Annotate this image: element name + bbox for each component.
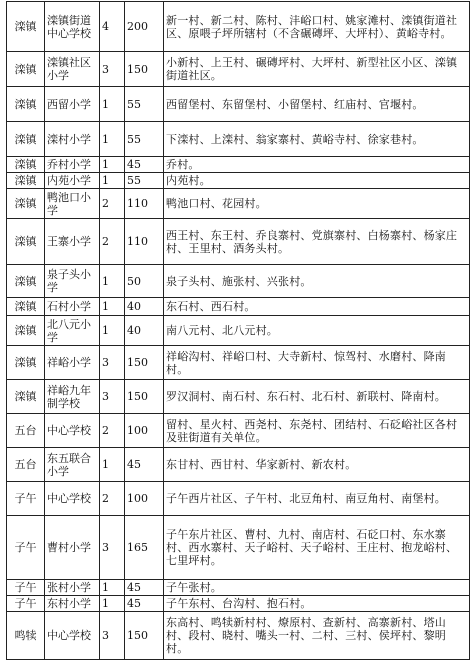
school-cell: 西留小学	[45, 87, 100, 122]
table-row	[7, 612, 470, 660]
area-cell: 内苑村。	[164, 173, 470, 189]
enrollment-table-wrap	[6, 1, 469, 660]
school-cell: 中心学校	[45, 612, 100, 660]
enrollment-cell: 150	[125, 346, 164, 380]
enrollment-cell: 110	[125, 219, 164, 265]
classes-cell: 3	[100, 380, 125, 414]
town-cell: 滦镇	[7, 173, 45, 189]
table-row	[7, 346, 470, 380]
enrollment-cell: 45	[125, 157, 164, 173]
town-cell: 五台	[7, 448, 45, 482]
area-cell: 子午东片社区、曹村、九村、南店村、石砭口村、东水寨村、西水寨村、天子峪村、天子峪村、王庄村、抱龙峪村、七里坪村。	[164, 516, 470, 580]
enrollment-cell: 150	[125, 380, 164, 414]
school-cell: 祥峪小学	[45, 346, 100, 380]
town-cell: 滦镇	[7, 265, 45, 298]
classes-cell: 3	[100, 346, 125, 380]
enrollment-cell: 100	[125, 414, 164, 448]
enrollment-cell: 150	[125, 52, 164, 87]
classes-cell: 3	[100, 52, 125, 87]
town-cell: 鸣犊	[7, 612, 45, 660]
school-cell: 滦镇街道中心学校	[45, 2, 100, 52]
table-row	[7, 87, 470, 122]
school-cell: 中心学校	[45, 482, 100, 516]
school-cell: 张村小学	[45, 580, 100, 596]
table-row	[7, 2, 470, 52]
table-row	[7, 516, 470, 580]
school-cell: 东五联合小学	[45, 448, 100, 482]
school-cell: 王寨小学	[45, 219, 100, 265]
table-row	[7, 52, 470, 87]
town-cell: 子午	[7, 580, 45, 596]
classes-cell: 2	[100, 414, 125, 448]
table-row	[7, 414, 470, 448]
enrollment-cell: 55	[125, 173, 164, 189]
classes-cell: 2	[100, 189, 125, 219]
classes-cell: 2	[100, 219, 125, 265]
town-cell: 滦镇	[7, 122, 45, 157]
enrollment-cell: 165	[125, 516, 164, 580]
enrollment-cell: 200	[125, 2, 164, 52]
enrollment-cell: 45	[125, 448, 164, 482]
enrollment-cell: 150	[125, 612, 164, 660]
table-row	[7, 580, 470, 596]
town-cell: 滦镇	[7, 380, 45, 414]
table-row	[7, 122, 470, 157]
area-cell: 子午东村、台沟村、抱石村。	[164, 596, 470, 612]
area-cell: 泉子头村、施张村、兴张村。	[164, 265, 470, 298]
classes-cell: 1	[100, 596, 125, 612]
town-cell: 滦镇	[7, 157, 45, 173]
enrollment-cell: 40	[125, 298, 164, 316]
classes-cell: 1	[100, 157, 125, 173]
area-cell: 鸭池口村、花园村。	[164, 189, 470, 219]
table-row	[7, 189, 470, 219]
area-cell: 下滦村、上滦村、翁家寨村、黄峪寺村、徐家巷村。	[164, 122, 470, 157]
enrollment-cell: 110	[125, 189, 164, 219]
area-cell: 子午西片社区、子午村、北豆角村、南豆角村、南堡村。	[164, 482, 470, 516]
classes-cell: 1	[100, 265, 125, 298]
classes-cell: 1	[100, 87, 125, 122]
table-row	[7, 316, 470, 346]
town-cell: 五台	[7, 414, 45, 448]
enrollment-cell: 45	[125, 596, 164, 612]
area-cell: 东高村、鸣犊新村村、燎原村、查新村、高寨新村、塔山村、段村、晓村、嘴头一村、二村、三村、侯坪村、黎明村。	[164, 612, 470, 660]
table-row	[7, 448, 470, 482]
enrollment-table	[6, 1, 470, 660]
school-cell: 祥峪九年制学校	[45, 380, 100, 414]
school-cell: 内苑小学	[45, 173, 100, 189]
school-cell: 泉子头小学	[45, 265, 100, 298]
enrollment-cell: 45	[125, 580, 164, 596]
area-cell: 小新村、上王村、碾磚坪村、大坪村、新型社区小区、滦镇街道社区。	[164, 52, 470, 87]
area-cell: 祥峪沟村、祥峪口村、大寺新村、惊驾村、水磨村、降南村。	[164, 346, 470, 380]
school-cell: 滦镇社区小学	[45, 52, 100, 87]
area-cell: 东石村、西石村。	[164, 298, 470, 316]
town-cell: 滦镇	[7, 219, 45, 265]
school-cell: 东村小学	[45, 596, 100, 612]
classes-cell: 1	[100, 298, 125, 316]
area-cell: 乔村。	[164, 157, 470, 173]
enrollment-cell: 55	[125, 87, 164, 122]
town-cell: 滦镇	[7, 52, 45, 87]
area-cell: 南八元村、北八元村。	[164, 316, 470, 346]
area-cell: 子午张村。	[164, 580, 470, 596]
table-row	[7, 157, 470, 173]
area-cell: 西王村、东王村、乔良寨村、党旗寨村、白杨寨村、杨家庄村、王里村、酒务头村。	[164, 219, 470, 265]
table-row	[7, 265, 470, 298]
classes-cell: 1	[100, 580, 125, 596]
table-body	[7, 2, 470, 660]
school-cell: 中心学校	[45, 414, 100, 448]
table-row	[7, 482, 470, 516]
table-row	[7, 173, 470, 189]
classes-cell: 4	[100, 2, 125, 52]
school-cell: 滦村小学	[45, 122, 100, 157]
town-cell: 子午	[7, 516, 45, 580]
town-cell: 滦镇	[7, 87, 45, 122]
school-cell: 鸭池口小学	[45, 189, 100, 219]
school-cell: 北八元小学	[45, 316, 100, 346]
area-cell: 新一村、新二村、陈村、沣峪口村、姚家滩村、滦镇街道社区、原喂子坪所辖村（不含碾磚坪、大坪村）、黄峪寺村。	[164, 2, 470, 52]
classes-cell: 3	[100, 612, 125, 660]
town-cell: 子午	[7, 596, 45, 612]
classes-cell: 1	[100, 448, 125, 482]
classes-cell: 1	[100, 122, 125, 157]
school-cell: 乔村小学	[45, 157, 100, 173]
classes-cell: 2	[100, 482, 125, 516]
area-cell: 东甘村、西甘村、华家新村、新农村。	[164, 448, 470, 482]
town-cell: 子午	[7, 482, 45, 516]
enrollment-cell: 55	[125, 122, 164, 157]
table-row	[7, 380, 470, 414]
school-cell: 石村小学	[45, 298, 100, 316]
enrollment-cell: 50	[125, 265, 164, 298]
area-cell: 西留堡村、东留堡村、小留堡村、红庙村、官堰村。	[164, 87, 470, 122]
school-cell: 曹村小学	[45, 516, 100, 580]
town-cell: 滦镇	[7, 316, 45, 346]
classes-cell: 1	[100, 173, 125, 189]
town-cell: 滦镇	[7, 2, 45, 52]
area-cell: 留村、星火村、西尧村、东尧村、团结村、石砭峪社区各村及驻街道有关单位。	[164, 414, 470, 448]
table-row	[7, 298, 470, 316]
area-cell: 罗汉洞村、南石村、东石村、北石村、新联村、降南村。	[164, 380, 470, 414]
enrollment-cell: 40	[125, 316, 164, 346]
town-cell: 滦镇	[7, 189, 45, 219]
classes-cell: 1	[100, 316, 125, 346]
table-row	[7, 219, 470, 265]
enrollment-cell: 100	[125, 482, 164, 516]
town-cell: 滦镇	[7, 298, 45, 316]
classes-cell: 3	[100, 516, 125, 580]
table-row	[7, 596, 470, 612]
town-cell: 滦镇	[7, 346, 45, 380]
